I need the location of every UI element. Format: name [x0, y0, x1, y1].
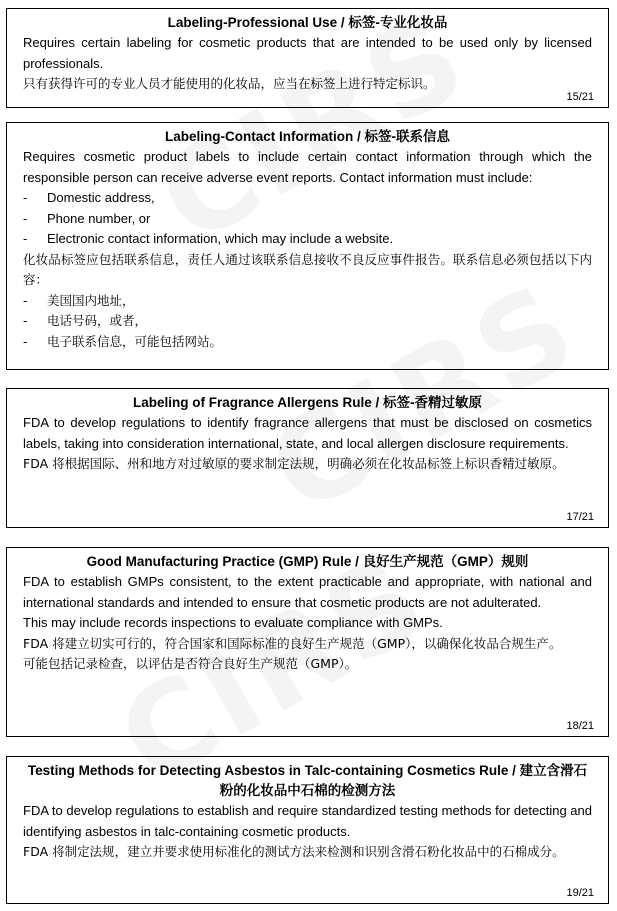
card-text-en: FDA to develop regulations to establish and require standardized testing methods for detecting and identifying asbestos in talc-containing cosmetic products.	[23, 803, 592, 839]
card-text-en: FDA to establish GMPs consistent, to the extent practicable and appropriate, with national and international standards and intended to ensure that cosmetic products are not adulterated.	[23, 574, 592, 610]
page-number: 19/21	[566, 887, 594, 899]
card-labeling-contact-information	[6, 122, 609, 370]
card-text-zh: FDA 将根据国际、州和地方对过敏原的要求制定法规，明确必须在化妆品标签上标识香精过敏原。	[23, 456, 565, 471]
card-text-zh: FDA 将建立切实可行的，符合国家和国际标准的良好生产规范（GMP），以确保化妆品合规生产。	[23, 635, 562, 651]
card-title: Good Manufacturing Practice (GMP) Rule / 良好生产规范（GMP）规则	[86, 554, 529, 569]
card-text-zh: 只有获得许可的专业人员才能使用的化妆品，应当在标签上进行特定标识。	[23, 76, 436, 91]
card-title: Labeling-Professional Use / 标签-专业化妆品	[167, 15, 448, 30]
card-title: Labeling of Fragrance Allergens Rule / 标签-香精过敏原	[132, 395, 483, 410]
card-text-en: FDA to develop regulations to identify fragrance allergens that must be disclosed on cosmetics labels, taking into consideration international, state, and local allergen disclosure requirements.	[23, 415, 592, 451]
list-item: - Electronic contact information, which may include a website.	[23, 229, 592, 250]
bullet-list-en	[23, 188, 592, 250]
list-item: - 电子联系信息，可能包括网站。	[23, 332, 592, 353]
bullet-list-zh	[23, 291, 592, 353]
list-item: - Phone number, or	[23, 209, 592, 230]
list-item: - 电话号码，或者，	[23, 311, 592, 332]
page-number: 15/21	[566, 91, 594, 103]
card-asbestos-testing	[6, 756, 609, 904]
card-text-en: Requires certain labeling for cosmetic products that are intended to be used only by licensed professionals.	[23, 35, 592, 71]
card-labeling-professional-use	[6, 8, 609, 108]
card-gmp-rule	[6, 547, 609, 737]
card-text-zh-2: 可能包括记录检查，以评估是否符合良好生产规范（GMP）。	[23, 656, 358, 671]
list-item: - 美国国内地址，	[23, 291, 592, 312]
card-fragrance-allergens	[6, 388, 609, 528]
card-text-zh: 化妆品标签应包括联系信息，责任人通过该联系信息接收不良反应事件报告。联系信息必须包括以下内容：	[23, 251, 592, 287]
card-title: Testing Methods for Detecting Asbestos in Talc-containing Cosmetics Rule / 建立含滑石粉的化妆品中石棉的检测方法	[27, 763, 588, 798]
page-number: 18/21	[566, 720, 594, 732]
card-text-en: Requires cosmetic product labels to include certain contact information through which the responsible person can receive adverse event reports. Contact information must include:	[23, 149, 592, 185]
card-text-en-2: This may include records inspections to evaluate compliance with GMPs.	[23, 615, 443, 630]
list-item: - Domestic address,	[23, 188, 592, 209]
card-text-zh: FDA 将制定法规，建立并要求使用标准化的测试方法来检测和识别含滑石粉化妆品中的石棉成分。	[23, 844, 565, 859]
card-title: Labeling-Contact Information / 标签-联系信息	[165, 129, 450, 144]
page-number: 17/21	[566, 511, 594, 523]
